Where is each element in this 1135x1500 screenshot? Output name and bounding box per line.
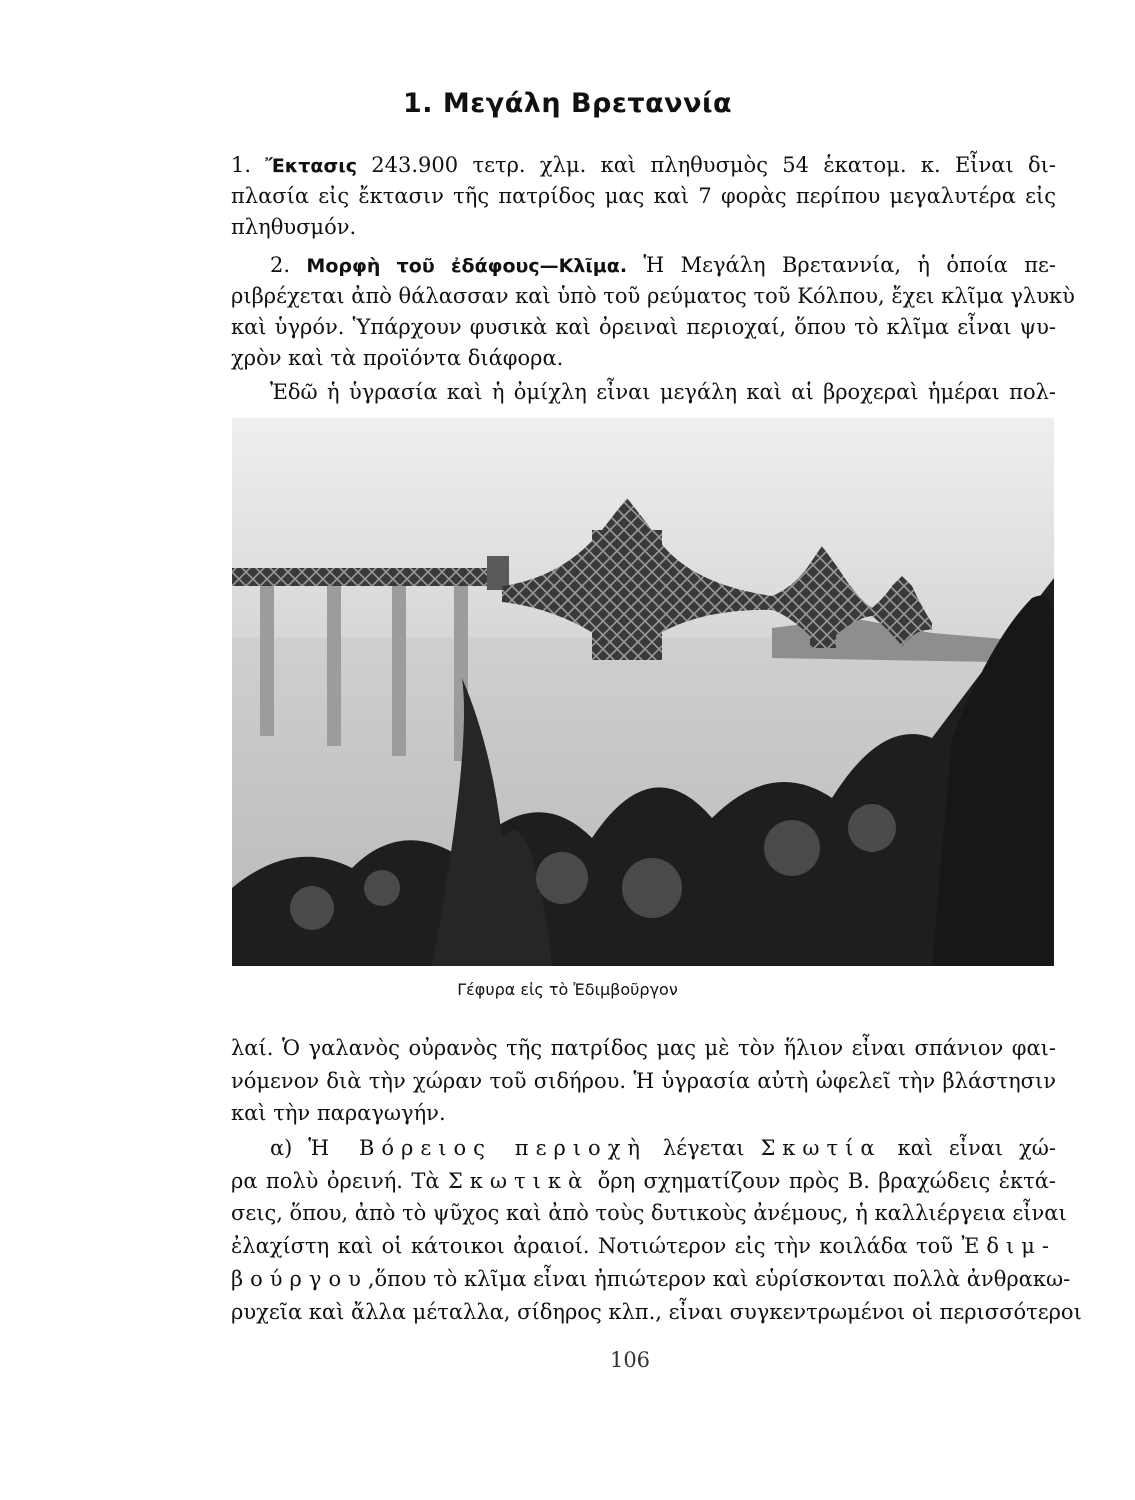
section-a-line-4	[231, 1231, 1056, 1261]
text-span: ρα πολὺ ὀρεινή. Τὰ	[231, 1169, 448, 1193]
text-span: Ἡ Μεγάλη Βρεταννία, ἡ ὁποία πε-	[627, 253, 1056, 277]
continuation-line-3: καὶ τὴν παραγωγήν.	[231, 1101, 446, 1125]
spaced-text: Σκωτικὰ	[447, 1169, 590, 1193]
text-span: 243.900 τετρ. χλμ. καὶ πληθυσμὸς 54 ἑκατομ. κ. Εἶναι δι-	[356, 153, 1057, 177]
spaced-text: βούργου	[231, 1267, 368, 1291]
text-span: ὄρη σχηματίζουν πρὸς Β. βραχώδεις ἐκτά-	[589, 1169, 1056, 1193]
text-span: καὶ εἶναι χώ-	[881, 1136, 1056, 1160]
text-span: λέγεται	[647, 1136, 761, 1160]
section-1-line-3: πληθυσμόν.	[231, 215, 357, 239]
section-2-line-1	[270, 250, 1056, 280]
photo-caption: Γέφυρα εἰς τὸ Ἐδιμβοῦργον	[457, 980, 678, 999]
section-2-line-4: χρὸν καὶ τὰ προϊόντα διάφορα.	[231, 346, 564, 370]
spaced-text: Σκωτία	[760, 1136, 882, 1160]
spaced-text: Ἡ Βόρειος περιοχὴ	[308, 1136, 648, 1160]
section-a-line-6: ρυχεῖα καὶ ἄλλα μέταλλα, σίδηρος κλπ., εἶναι συγκεντρωμένοι οἱ περισσότεροι	[231, 1300, 1082, 1324]
text-span: ,ὅπου τὸ κλῖμα εἶναι ἠπιώτερον καὶ εὑρίσκονται πολλὰ ἀνθρακω-	[367, 1267, 1071, 1291]
section-number: 2.	[270, 253, 307, 277]
section-a-line-5	[231, 1264, 1071, 1294]
section-1-line-2: πλασία εἰς ἔκτασιν τῆς πατρίδος μας καὶ 7 φορὰς περίπου μεγαλυτέρα εἰς	[231, 184, 1056, 208]
text-span: ἐλαχίστη καὶ οἱ κάτοικοι ἀραιοί. Νοτιώτερον εἰς τὴν κοιλάδα τοῦ	[231, 1234, 962, 1258]
continuation-line-1: λαί. Ὁ γαλανὸς οὐρανὸς τῆς πατρίδος μας μὲ τὸν ἥλιον εἶναι σπάνιον φαι-	[231, 1036, 1056, 1060]
section-a-line-3: σεις, ὅπου, ἀπὸ τὸ ψῦχος καὶ ἀπὸ τοὺς δυτικοὺς ἀνέμους, ἡ καλλιέργεια εἶναι	[231, 1201, 1067, 1225]
page-title: 1. Μεγάλη Βρεταννία	[402, 88, 733, 119]
section-1-line-1	[231, 150, 1056, 180]
page-number: 106	[609, 1348, 651, 1372]
section-a-line-2	[231, 1166, 1056, 1196]
bridge-photo	[232, 418, 1054, 966]
section-a-line-1	[270, 1133, 1056, 1163]
spaced-text: Ἐδιμ-	[961, 1234, 1056, 1258]
item-label: α)	[270, 1136, 309, 1160]
section-2-line-3: καὶ ὑγρόν. Ὑπάρχουν φυσικὰ καὶ ὀρειναὶ περιοχαί, ὅπου τὸ κλῖμα εἶναι ψυ-	[231, 315, 1056, 339]
continuation-line-2: νόμενον διὰ τὴν χώραν τοῦ σιδήρου. Ἡ ὑγρασία αὐτὴ ὠφελεῖ τὴν βλάστησιν	[231, 1069, 1056, 1093]
section-heading: Ἔκτασις	[265, 155, 357, 177]
bridge-illustration	[232, 418, 1054, 966]
section-number: 1.	[231, 153, 266, 177]
section-2-line-5: Ἐδῶ ἡ ὑγρασία καὶ ἡ ὀμίχλη εἶναι μεγάλη καὶ αἱ βροχεραὶ ἡμέραι πολ-	[270, 380, 1056, 404]
section-heading: Μορφὴ τοῦ ἐδάφους—Κλῖμα.	[306, 255, 628, 277]
section-2-line-2: ριβρέχεται ἀπὸ θάλασσαν καὶ ὑπὸ τοῦ ρεύματος τοῦ Κόλπου, ἔχει κλῖμα γλυκὺ	[231, 284, 1075, 308]
